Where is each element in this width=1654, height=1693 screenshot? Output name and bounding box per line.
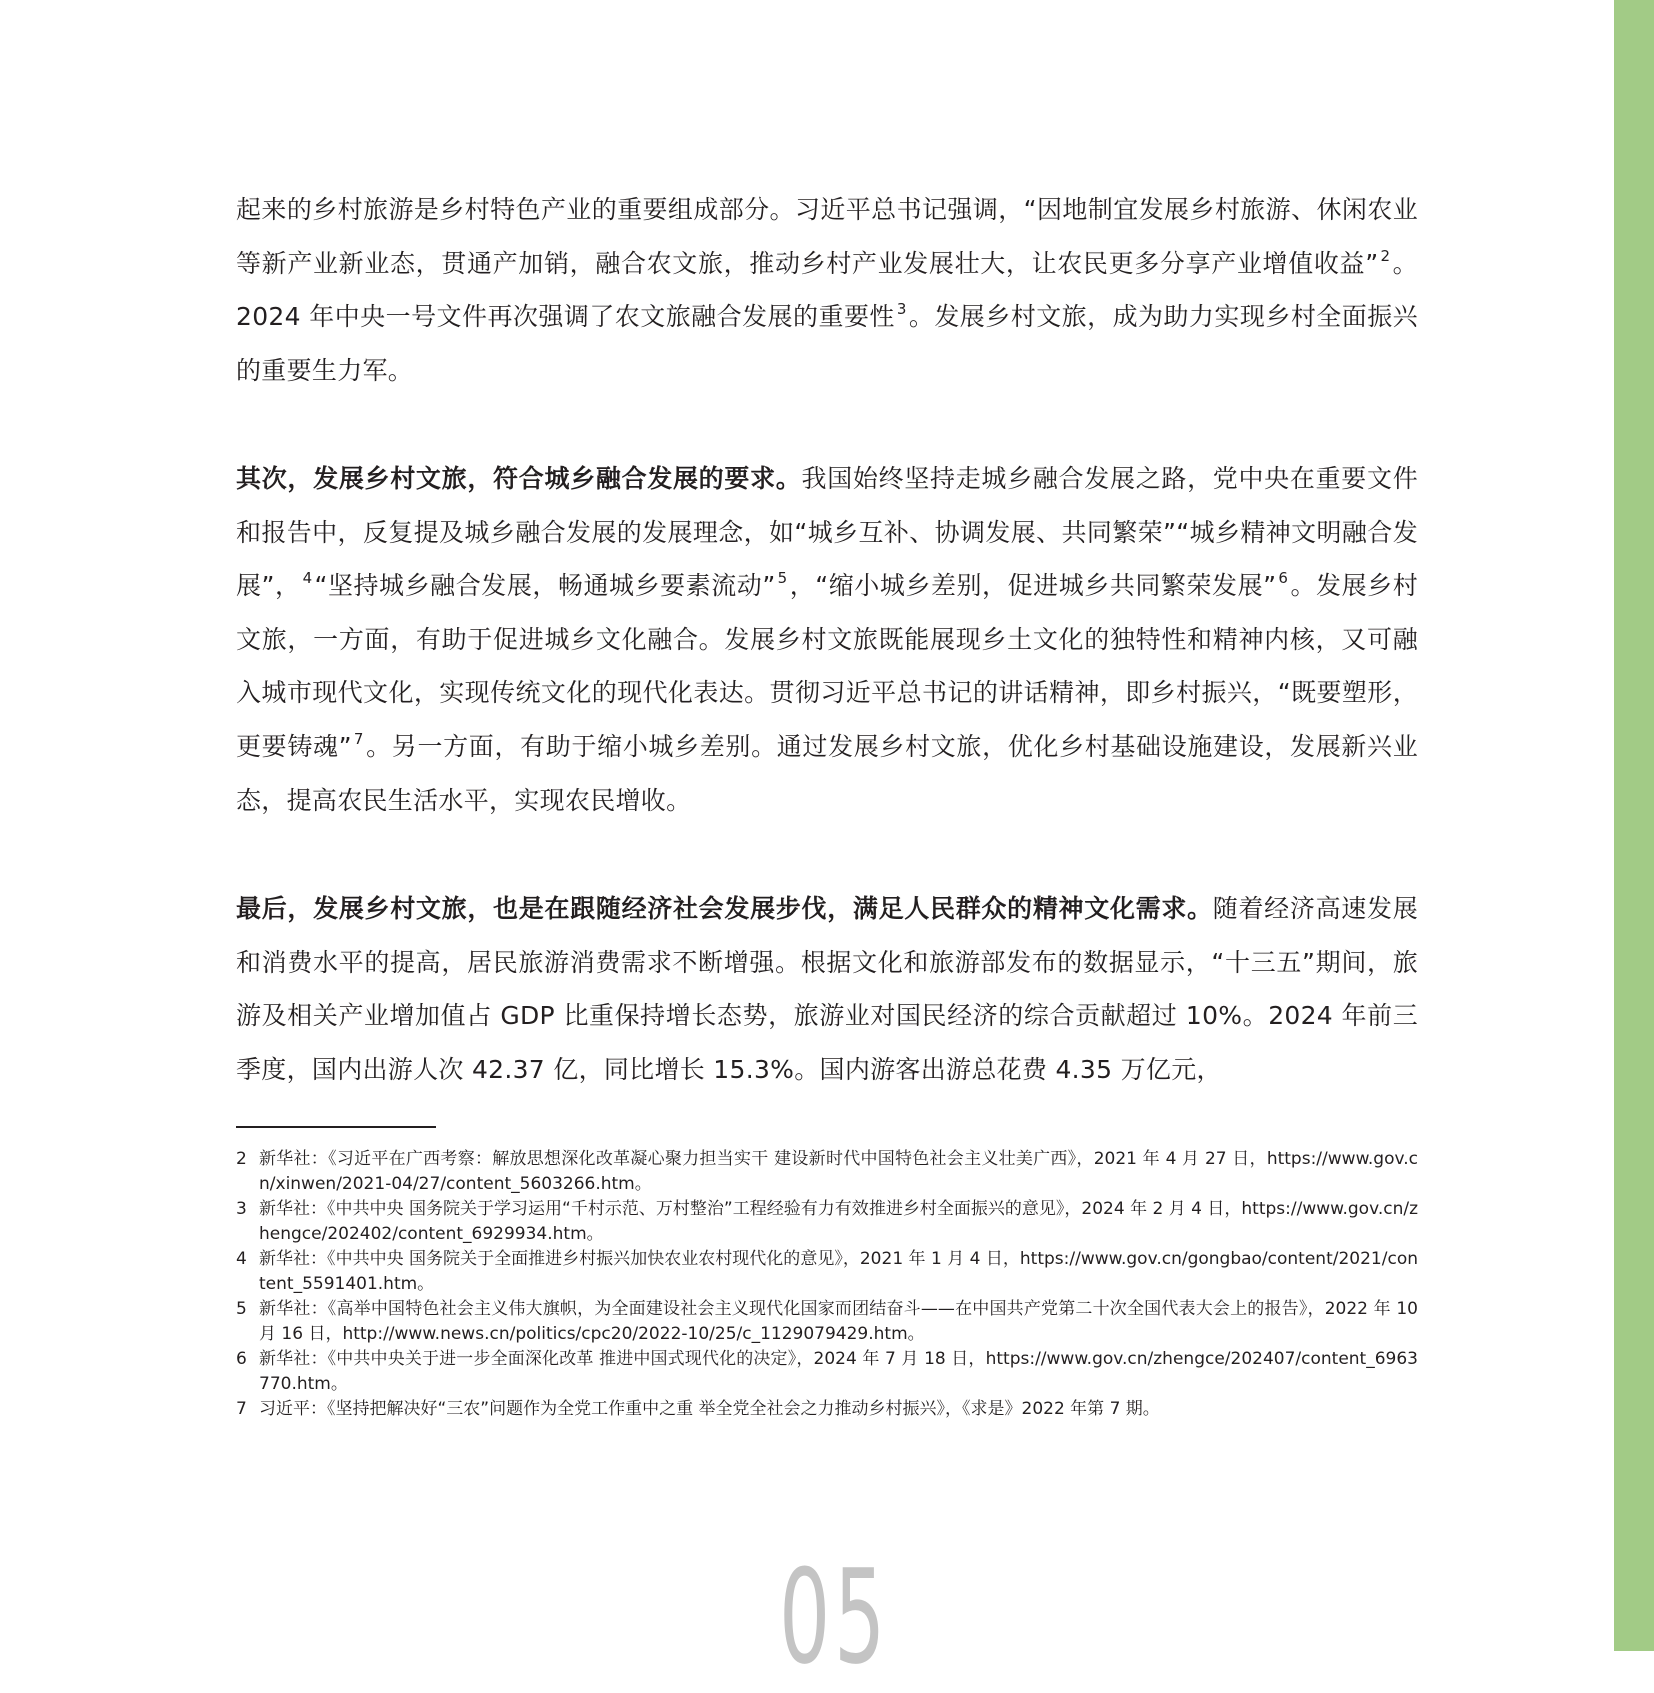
paragraph-2-text-3: ，“缩小城乡差别，促进城乡共同繁荣发展” — [789, 571, 1277, 601]
green-side-bar — [1614, 0, 1654, 1651]
footnote-ref-2[interactable]: 2 — [1380, 246, 1391, 265]
paragraph-3 — [236, 882, 1418, 1096]
paragraph-1-text-3: 。发展乡村文旅，成为助力实现乡村全面振兴的重要生力军。 — [236, 302, 1418, 385]
paragraph-1-text-2: 。2024 年中央一号文件再次强调了农文旅融合发展的重要性 — [236, 248, 1418, 332]
paragraph-2-text-5: 。另一方面，有助于缩小城乡差别。通过发展乡村文旅，优化乡村基础设施建设，发展新兴业态，提高农民生活水平，实现农民增收。 — [236, 731, 1419, 815]
footnote-ref-7[interactable]: 7 — [353, 729, 364, 748]
footnote-text: 新华社：《高举中国特色社会主义伟大旗帜，为全面建设社会主义现代化国家而团结奋斗——在中国共产党第二十次全国代表大会上的报告》，2022 年 10 月 16 日，http://www.news.cn/politics/cpc20/2022-10/25/c_1129079429.htm。 — [259, 1299, 1418, 1344]
footnote-item — [236, 1297, 1418, 1347]
paragraph-2-text-2: “坚持城乡融合发展，畅通城乡要素流动” — [314, 571, 776, 601]
footnote-number: 4 — [236, 1249, 247, 1269]
footnote-item — [236, 1347, 1418, 1397]
footnote-number: 3 — [236, 1199, 247, 1219]
paragraph-2 — [236, 452, 1418, 827]
footnote-number: 2 — [236, 1149, 247, 1169]
footnote-item — [236, 1197, 1418, 1247]
footnote-number: 7 — [236, 1399, 247, 1419]
footnote-item — [236, 1247, 1418, 1297]
footnote-number: 5 — [236, 1299, 247, 1319]
paragraph-1-text-1: 起来的乡村旅游是乡村特色产业的重要组成部分。习近平总书记强调，“因地制宜发展乡村旅游、休闲农业等新产业新业态，贯通产加销，融合农文旅，推动乡村产业发展壮大，让农民更多分享产业增值收益” — [236, 195, 1418, 278]
footnote-ref-4[interactable]: 4 — [302, 569, 313, 588]
footnote-text: 新华社：《中共中央关于进一步全面深化改革 推进中国式现代化的决定》，2024 年 7 月 18 日，https://www.gov.cn/zhengce/202407/content_6963770.htm。 — [259, 1349, 1418, 1394]
footnote-item — [236, 1397, 1418, 1422]
page-number: 05 — [779, 1541, 890, 1693]
footnote-text: 新华社：《中共中央 国务院关于学习运用“千村示范、万村整治”工程经验有力有效推进乡村全面振兴的意见》，2024 年 2 月 4 日，https://www.gov.cn/zhengce/202402/content_6929934.htm。 — [259, 1199, 1418, 1244]
footnote-number: 6 — [236, 1349, 247, 1369]
footnote-text: 新华社：《习近平在广西考察：解放思想深化改革凝心聚力担当实干 建设新时代中国特色社会主义壮美广西》，2021 年 4 月 27 日，https://www.gov.cn/xinwen/2021-04/27/content_5603266.htm。 — [259, 1149, 1418, 1194]
footnote-ref-6[interactable]: 6 — [1278, 569, 1289, 588]
paragraph-2-text-1: 我国始终坚持走城乡融合发展之路，党中央在重要文件和报告中，反复提及城乡融合发展的发展理念，如“城乡互补、协调发展、共同繁荣”“城乡精神文明融合发展”， — [236, 464, 1418, 601]
paragraph-3-text-1: 随着经济高速发展和消费水平的提高，居民旅游消费需求不断增强。根据文化和旅游部发布的数据显示，“十三五”期间，旅游及相关产业增加值占 GDP 比重保持增长态势，旅游业对国民经济的综合贡献超过 10%。2024 年前三季度，国内出游人次 42.37 亿，同比增长 15.3%。国内游客出游总花费 4.35 万亿元， — [236, 894, 1418, 1084]
paragraph-2-text-4: 。发展乡村文旅，一方面，有助于促进城乡文化融合。发展乡村文旅既能展现乡土文化的独特性和精神内核，又可融入城市现代文化，实现传统文化的现代化表达。贯彻习近平总书记的讲话精神，即乡村振兴，“既要塑形，更要铸魂” — [236, 571, 1418, 761]
paragraph-2-lead: 其次，发展乡村文旅，符合城乡融合发展的要求。 — [236, 464, 802, 493]
footnote-ref-5[interactable]: 5 — [777, 569, 788, 588]
footnote-divider — [236, 1126, 436, 1128]
footnote-item — [236, 1147, 1418, 1197]
footnote-text: 新华社：《中共中央 国务院关于全面推进乡村振兴加快农业农村现代化的意见》，2021 年 1 月 4 日，https://www.gov.cn/gongbao/content/2021/content_5591401.htm。 — [259, 1249, 1418, 1294]
footnote-ref-3[interactable]: 3 — [896, 300, 907, 319]
paragraph-1 — [236, 183, 1418, 397]
footnotes — [236, 1147, 1418, 1422]
paragraph-3-lead: 最后，发展乡村文旅，也是在跟随经济社会发展步伐，满足人民群众的精神文化需求。 — [236, 894, 1213, 923]
footnote-text: 习近平：《坚持把解决好“三农”问题作为全党工作重中之重 举全党全社会之力推动乡村振兴》，《求是》2022 年第 7 期。 — [259, 1399, 1160, 1419]
